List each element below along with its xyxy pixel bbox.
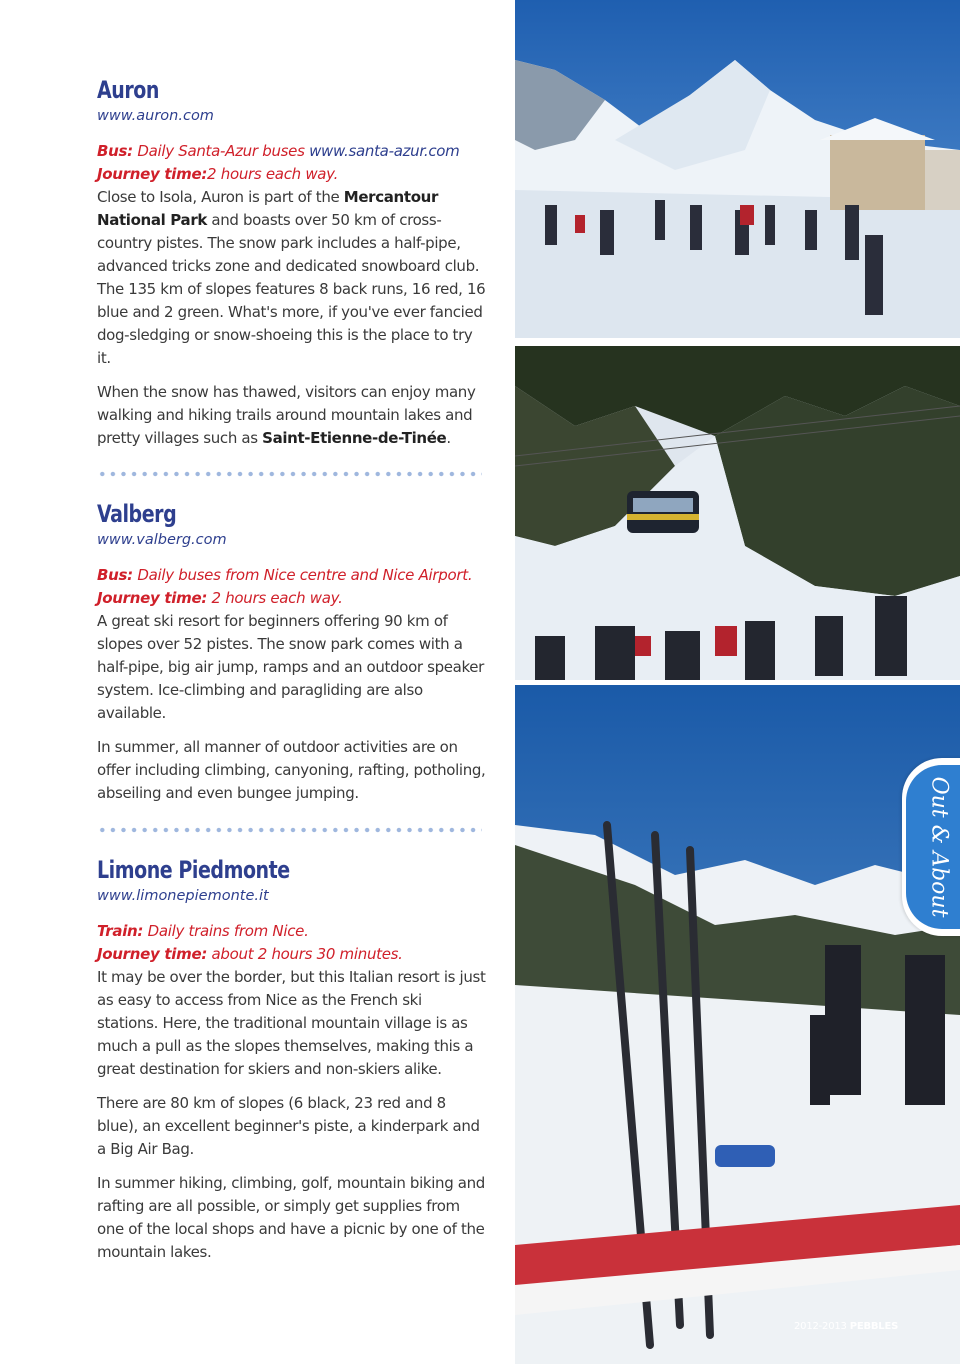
journey-label: Journey time:	[97, 945, 208, 963]
website-link[interactable]: www.valberg.com	[97, 532, 227, 548]
journey-label: Journey time:	[97, 589, 208, 607]
transport-text: Daily buses from Nice centre and Nice Airport.	[137, 566, 473, 584]
journey-label: Journey time:	[97, 165, 208, 183]
journey-text: 2 hours each way.	[211, 589, 343, 607]
transport-info	[97, 140, 487, 163]
text-run: Close to Isola, Auron is part of the	[97, 188, 344, 206]
body-paragraph: There are 80 km of slopes (6 black, 23 red and 8 blue), an excellent beginner's piste, a kinderpark and a Big Air Bag.	[97, 1094, 480, 1158]
text-run: .	[446, 429, 451, 447]
section-title: Limone Piedmonte	[97, 856, 290, 884]
journey-text: about 2 hours 30 minutes.	[211, 945, 403, 963]
transport-info	[97, 564, 487, 587]
photo-auron-slope	[515, 0, 960, 338]
section-auron	[97, 76, 487, 461]
page-footer	[794, 1321, 898, 1332]
body-paragraph: In summer, all manner of outdoor activities are on offer including climbing, canyoning, rafting, potholing, abseiling and even bungee jumping.	[97, 738, 486, 802]
transport-label: Train:	[97, 922, 144, 940]
transport-text: Daily trains from Nice.	[147, 922, 309, 940]
body-paragraph	[97, 381, 487, 450]
transport-label: Bus:	[97, 142, 133, 160]
section-limone	[97, 856, 487, 1275]
body-paragraph: A great ski resort for beginners offering 90 km of slopes over 52 pistes. The snow park comes with a half-pipe, big air jump, ramps and an outdoor speaker system. Ice-climbing and paragliding are also available.	[97, 612, 484, 722]
body-paragraph: It may be over the border, but this Italian resort is just as easy to access from Nice as the French ski stations. Here, the traditional mountain village is as much a pull as the slopes themselves, making this a great destination for skiers and non-skiers alike.	[97, 968, 486, 1078]
dotted-divider	[97, 471, 482, 477]
transport-info	[97, 920, 487, 943]
body-paragraph: In summer hiking, climbing, golf, mountain biking and rafting are all possible, or simply get supplies from one of the local shops and have a picnic by one of the mountain lakes.	[97, 1174, 485, 1261]
highlight-text: Saint-Etienne-de-Tinée	[262, 429, 447, 447]
footer-year: 2012-2013	[794, 1321, 847, 1332]
section-title: Valberg	[97, 500, 177, 528]
journey-text: 2 hours each way.	[207, 165, 339, 183]
journey-info	[97, 943, 487, 966]
side-tab-label: Out & About	[926, 776, 952, 918]
photo-valberg-gondola	[515, 346, 960, 680]
dotted-divider	[97, 827, 482, 833]
photo-limone-skis	[515, 685, 960, 1364]
journey-info	[97, 163, 487, 186]
website-link[interactable]: www.auron.com	[97, 108, 214, 124]
body-paragraph	[97, 186, 487, 370]
transport-label: Bus:	[97, 566, 133, 584]
transport-text: Daily Santa-Azur buses	[137, 142, 310, 160]
transport-link[interactable]: www.santa-azur.com	[309, 142, 460, 160]
text-run: and boasts over 50 km of cross-country pistes. The snow park includes a half-pipe, advanced tricks zone and dedicated snowboard club. The 135 km of slopes features 8 back runs, 16 red, 16 blue and 2 green. What's more, if you've ever fancied dog-sledging or snow-shoeing this is the place to try it.	[97, 211, 486, 367]
journey-info	[97, 587, 487, 610]
section-valberg	[97, 500, 487, 816]
highlight-text: Mercantour National Park	[97, 188, 439, 229]
website-link[interactable]: www.limonepiemonte.it	[97, 888, 269, 904]
text-run: When the snow has thawed, visitors can enjoy many walking and hiking trails around mountain lakes and pretty villages such as	[97, 383, 476, 447]
section-title: Auron	[97, 76, 159, 104]
footer-brand: PEBBLES	[849, 1321, 899, 1332]
